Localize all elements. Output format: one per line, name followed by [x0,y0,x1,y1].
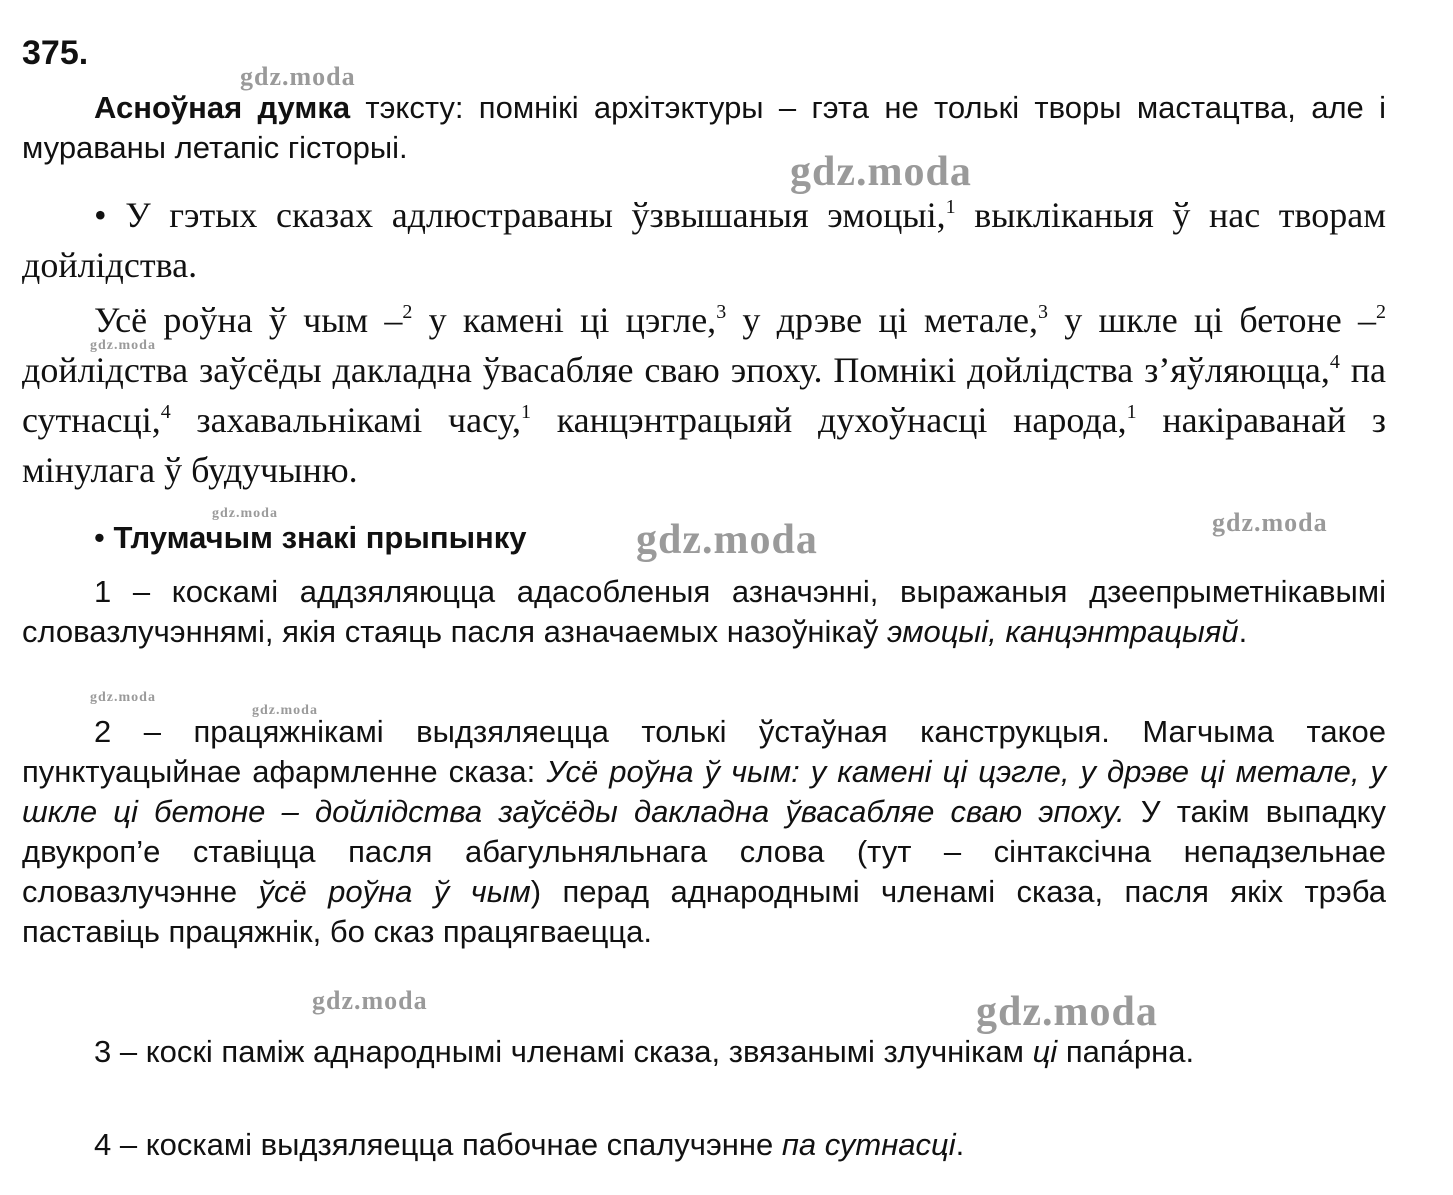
punct-mark-ref: 3 [716,301,727,323]
punct-mark-ref: 1 [945,196,956,218]
punct-mark-ref: 3 [1038,301,1049,323]
watermark: gdz.moda [240,62,356,91]
item-text: 3 – коскі паміж аднароднымі членамі сказа, звязанымі злучнікам [94,1034,1033,1069]
watermark: gdz.moda [1212,508,1328,537]
item-text: 2 – працяжнікамі выдзяляецца толькі ўстаўная канструкцыя. Магчыма такое пунктуацыйнае афармленне сказа: [22,714,1386,789]
punct-mark-ref: 2 [402,301,413,323]
passage-text: дойлідства заўсёды дакладна ўвасабляе сваю эпоху. Помнікі дойлідства з’яўляюцца, [22,350,1330,390]
explanation-item-3 [22,1032,1386,1072]
item-text: 1 – коскамі аддзяляюцца адасобленыя азначэнні, выражаныя дзеепрыметнікавымі словазлучэннямі, якія стаяць пасля азначаемых назоўнікаў [22,574,1386,649]
watermark: gdz.moda [212,506,278,521]
bullet: • [94,195,107,235]
passage-text: у камені ці цэгле, [412,300,717,340]
punct-mark-ref: 1 [521,401,531,423]
passage-text: выкліканыя ў нас творам дойлідства. [22,195,1387,285]
item-example: ўсё роўна ў чым [258,874,531,909]
watermark: gdz.moda [312,986,428,1015]
main-idea-label: Асноўная думка [94,90,351,125]
item-text: . [955,1127,965,1162]
explanation-item-4 [22,1125,1386,1165]
item-text: папа́рна. [1057,1034,1195,1069]
passage-paragraph-2 [22,295,1386,495]
passage-paragraph-1 [22,190,1386,290]
watermark: gdz.moda [790,149,972,195]
exercise-number: 375. [22,34,89,72]
passage-text: У гэтых сказах адлюстраваны ўзвышаныя эмоцыі, [125,195,946,235]
item-text: У такім выпадку двукроп’е ставіцца пасля абагульняльнага слова (тут – сінтаксічна непадзельнае словазлучэнне [22,794,1386,909]
bullet: • [94,520,105,555]
punct-mark-ref: 2 [1375,301,1386,323]
item-example: эмоцыі, канцэнтрацыяй [886,614,1239,649]
item-text: 4 – коскамі выдзяляецца пабочнае спалучэнне [94,1127,782,1162]
item-example: ці [1032,1034,1058,1069]
passage-text: Усё роўна ў чым – [94,300,403,340]
passage-text: накіраванай з мінулага ў будучыню. [22,400,1386,490]
item-example: па сутнасці [781,1127,956,1162]
explain-heading-text: Тлумачым знакі прыпынку [113,520,527,555]
passage-text: захавальнікамі часу, [170,400,521,440]
watermark: gdz.moda [636,517,818,563]
item-example: Усё роўна ў чым: у камені ці цэгле, у дрэве ці метале, у шкле ці бетоне – дойлідства заўсёды дакладна ўвасабляе сваю эпоху. [22,754,1386,829]
watermark: gdz.moda [90,690,156,705]
item-text: ) перад аднароднымі членамі сказа, пасля якіх трэба паставіць працяжнік, бо сказ працягваецца. [22,874,1387,949]
passage-text: канцэнтрацыяй духоўнасці народа, [531,400,1127,440]
main-idea-paragraph [22,88,1386,168]
passage-text: у шкле ці бетоне – [1048,300,1376,340]
watermark: gdz.moda [252,703,318,718]
punct-mark-ref: 1 [1126,401,1137,423]
punct-mark-ref: 4 [1329,351,1340,373]
watermark: gdz.moda [90,338,156,353]
main-idea-text: тэксту: помнікі архітэктуры – гэта не толькі творы мастацтва, але і мураваны летапіс гісторыі. [22,90,1386,165]
passage-text: у дрэве ці метале, [726,300,1039,340]
explanation-item-2 [22,712,1386,952]
explanation-item-1 [22,572,1386,652]
passage-text: па сутнасці, [22,350,1386,440]
watermark: gdz.moda [976,989,1158,1035]
item-text: . [1238,614,1248,649]
punct-mark-ref: 4 [160,401,171,423]
